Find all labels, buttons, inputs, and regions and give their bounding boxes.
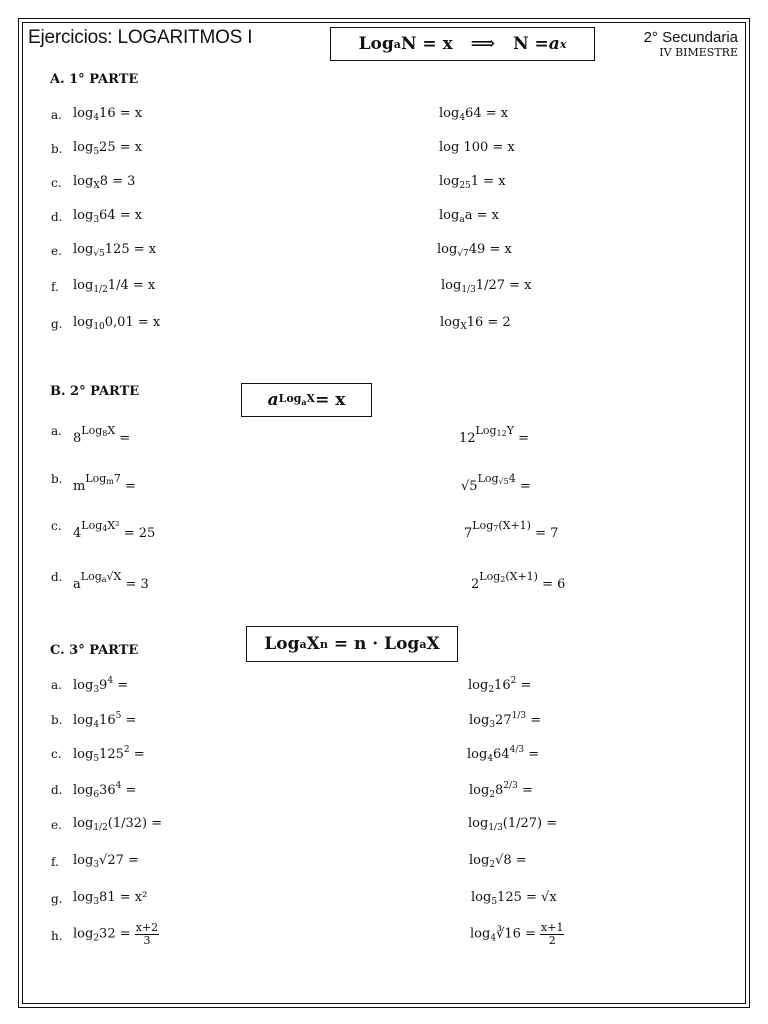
- exercise-label: c.: [51, 747, 62, 761]
- implies-arrow: ⟹: [470, 34, 496, 54]
- exercise-label: h.: [51, 929, 63, 943]
- exercise-left: $\log_{1/2}1/4 = x$: [73, 278, 156, 295]
- exercise-label: b.: [51, 472, 63, 486]
- exercise-left: $8^{Log_8X}$ =: [73, 424, 131, 446]
- exercise-left: $\log_525 = x$: [73, 140, 143, 157]
- exercise-label: e.: [51, 244, 62, 258]
- exercise-right: $\log_{1/3}1/27 = x$: [441, 278, 532, 295]
- exercise-left: $a^{Log_a√X} = 3$: [73, 570, 149, 592]
- exercise-left: $\log_X8 = 3$: [73, 174, 136, 191]
- exercise-left: $\log_3√27$ =: [73, 853, 139, 870]
- definition-formula-box: Log a N = x ⟹ N = a x: [330, 27, 595, 61]
- exercise-left: $\log_39^4$ =: [73, 676, 129, 695]
- exercise-label: a.: [51, 108, 62, 122]
- exercise-right: $\log_4∛16$ = $\frac{x+1}{2}$: [470, 921, 564, 947]
- part-a-heading: A. 1° PARTE: [50, 72, 139, 87]
- exercise-left: $\log_416^5$ =: [73, 711, 137, 730]
- exercise-right: $7^{Log_7(X+1)} = 7$: [464, 519, 559, 541]
- exercise-label: c.: [51, 519, 62, 533]
- fraction: $\frac{x+2}{3}$: [135, 921, 159, 947]
- exercise-right: $\log_5125 = √x$: [471, 890, 557, 907]
- exercise-right: $\log_28^{2/3}$ =: [469, 781, 533, 800]
- exercise-label: d.: [51, 783, 63, 797]
- exercise-label: g.: [51, 317, 63, 331]
- exercise-left: $\log_{1/2}(1/32)$ =: [73, 816, 163, 833]
- exercise-left: $\log_636^4$ =: [73, 781, 137, 800]
- worksheet-title: Ejercicios: LOGARITMOS I: [28, 27, 253, 48]
- exercise-label: d.: [51, 570, 63, 584]
- grade-label: 2° Secundaria IV BIMESTRE: [643, 29, 738, 59]
- fraction: $\frac{x+1}{2}$: [541, 921, 564, 947]
- exercise-left: $4^{Log_4X^2} = 25$: [73, 519, 156, 541]
- exercise-right: $√5^{Log_{√5}4}$ =: [461, 472, 531, 494]
- exercise-label: b.: [51, 142, 63, 156]
- part-c-heading: C. 3° PARTE: [50, 643, 139, 658]
- exercise-label: f.: [51, 280, 59, 294]
- exercise-right: $\log_216^2$ =: [468, 676, 532, 695]
- exercise-right: $\log_464 = x$: [439, 106, 509, 123]
- exercise-label: g.: [51, 892, 63, 906]
- exercise-label: a.: [51, 424, 62, 438]
- exercise-right: $\log_327^{1/3}$ =: [469, 711, 542, 730]
- exercise-right: $\log_X16 = 2$: [440, 315, 511, 332]
- exercise-right: $\log_{1/3}(1/27)$ =: [468, 816, 558, 833]
- exercise-right: $2^{Log_2(X+1)} = 6$: [471, 570, 566, 592]
- exercise-label: e.: [51, 818, 62, 832]
- exercise-left: $\log_5125^2$ =: [73, 745, 145, 764]
- exercise-label: b.: [51, 713, 63, 727]
- exercise-left: $\log_381 = x^2$: [73, 890, 148, 907]
- exercise-label: c.: [51, 176, 62, 190]
- exercise-right: $\log_464^{4/3}$ =: [467, 745, 540, 764]
- exercise-label: a.: [51, 678, 62, 692]
- exercise-right: log 100 = x: [439, 140, 515, 155]
- power-rule-formula-box: Log a X n = n · Log a X: [246, 626, 458, 662]
- inverse-property-formula-box: a Log$_a$X = x: [241, 383, 372, 417]
- exercise-right: $\log_{25}1 = x$: [439, 174, 506, 191]
- exercise-left: $\log_{√5}125 = x$: [73, 242, 157, 259]
- exercise-right: $12^{Log_{12}Y}$ =: [459, 424, 529, 446]
- exercise-label: d.: [51, 210, 63, 224]
- part-b-heading: B. 2° PARTE: [50, 384, 140, 399]
- exercise-left: $m^{Log_m7}$ =: [73, 472, 136, 494]
- exercise-right: $\log_aa = x$: [439, 208, 499, 225]
- exercise-left: $\log_{10}0,01 = x$: [73, 315, 161, 332]
- exercise-left: $\log_232$ = $\frac{x+2}{3}$: [73, 921, 159, 947]
- exercise-left: $\log_416 = x$: [73, 106, 143, 123]
- exercise-right: $\log_2√8$ =: [469, 853, 527, 870]
- exercise-right: $\log_{√7}49 = x$: [437, 242, 512, 259]
- exercise-left: $\log_364 = x$: [73, 208, 143, 225]
- exercise-label: f.: [51, 855, 59, 869]
